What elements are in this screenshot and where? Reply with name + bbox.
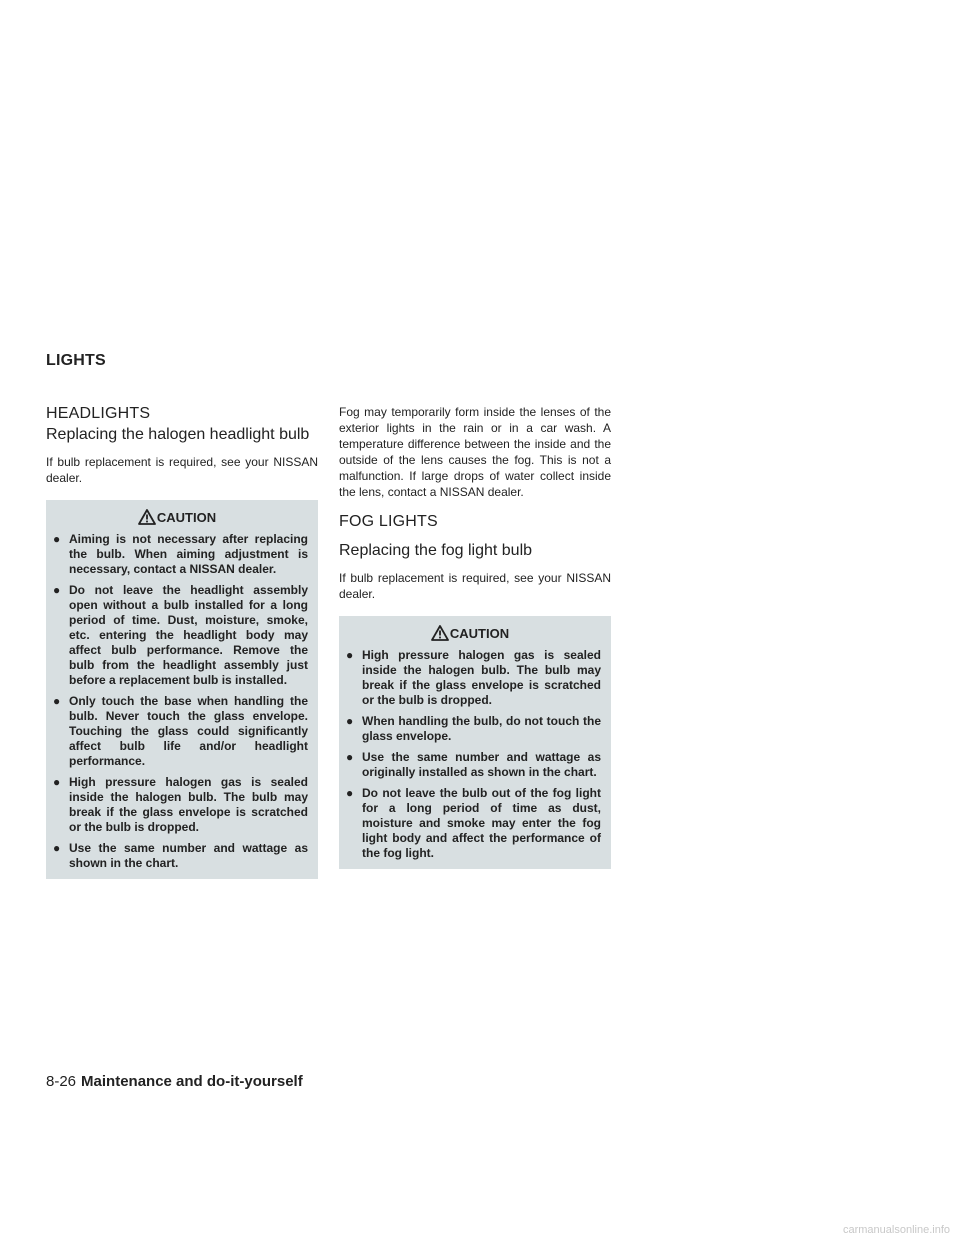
fog-lights-heading: FOG LIGHTS <box>339 513 438 530</box>
fog-caution-box <box>339 616 611 869</box>
caution-item: ● High pressure halogen gas is sealed inside the halogen bulb. The bulb may break if the glass envelope is scratched or the bulb is dropped. <box>53 775 308 834</box>
bullet-icon: ● <box>346 714 354 728</box>
bullet-icon: ● <box>53 532 61 546</box>
bullet-icon: ● <box>53 694 61 708</box>
bullet-icon: ● <box>53 775 61 789</box>
caution-title: CAUTION <box>449 625 510 641</box>
caution-list <box>339 648 601 861</box>
caution-title: CAUTION <box>156 509 217 525</box>
caution-item: ● Do not leave the headlight assembly open without a bulb installed for a long period of time. Dust, moisture, smoke, etc. entering the headlight body may affect bulb performance. Remove the bulb from the headlight assembly just before a replacement bulb is installed. <box>53 583 308 687</box>
headlights-caution-box <box>46 500 318 879</box>
bullet-icon: ● <box>53 841 61 855</box>
section-label: LIGHTS <box>46 352 106 369</box>
bullet-icon: ● <box>346 648 354 662</box>
headlights-subheading: Replacing the halogen headlight bulb <box>46 426 310 443</box>
bullet-icon: ● <box>346 750 354 764</box>
fog-note: Fog may temporarily form inside the lenses of the exterior lights in the rain or in a car wash. A temperature difference between the inside and the outside of the lens causes the fog. This is not a malfunction. If large drops of water collect inside the lens, contact a NISSAN dealer. <box>339 405 611 499</box>
page-footer <box>46 1073 303 1090</box>
warning-icon <box>138 509 156 525</box>
left-column <box>46 404 318 879</box>
fog-lights-subheading: Replacing the fog light bulb <box>339 542 533 559</box>
chapter-title: Maintenance and do-it-yourself <box>81 1073 303 1090</box>
page-number: 8-26 <box>46 1073 77 1090</box>
watermark: carmanualsonline.info <box>842 1224 950 1236</box>
caution-item: ● Only touch the base when handling the bulb. Never touch the glass envelope. Touching the glass could significantly affect bulb life and/or headlight performance. <box>53 694 308 768</box>
caution-item: ● Use the same number and wattage as originally installed as shown in the chart. <box>346 750 601 779</box>
caution-list <box>46 532 308 871</box>
headlights-intro: If bulb replacement is required, see your NISSAN dealer. <box>46 455 318 485</box>
caution-item: ● Use the same number and wattage as shown in the chart. <box>53 841 308 870</box>
caution-item: ● Aiming is not necessary after replacing the bulb. When aiming adjustment is necessary, contact a NISSAN dealer. <box>53 532 308 576</box>
right-column <box>339 404 611 869</box>
fog-lights-intro: If bulb replacement is required, see your NISSAN dealer. <box>339 571 611 601</box>
caution-item: ● When handling the bulb, do not touch the glass envelope. <box>346 714 601 743</box>
caution-item: ● High pressure halogen gas is sealed inside the halogen bulb. The bulb may break if the glass envelope is scratched or the bulb is dropped. <box>346 648 601 707</box>
headlights-heading: HEADLIGHTS <box>46 405 151 422</box>
bullet-icon: ● <box>346 786 354 800</box>
bullet-icon: ● <box>53 583 61 597</box>
warning-icon <box>431 625 449 641</box>
caution-item: ● Do not leave the bulb out of the fog light for a long period of time as dust, moisture and smoke may enter the fog light body and affect the performance of the fog light. <box>346 786 601 860</box>
